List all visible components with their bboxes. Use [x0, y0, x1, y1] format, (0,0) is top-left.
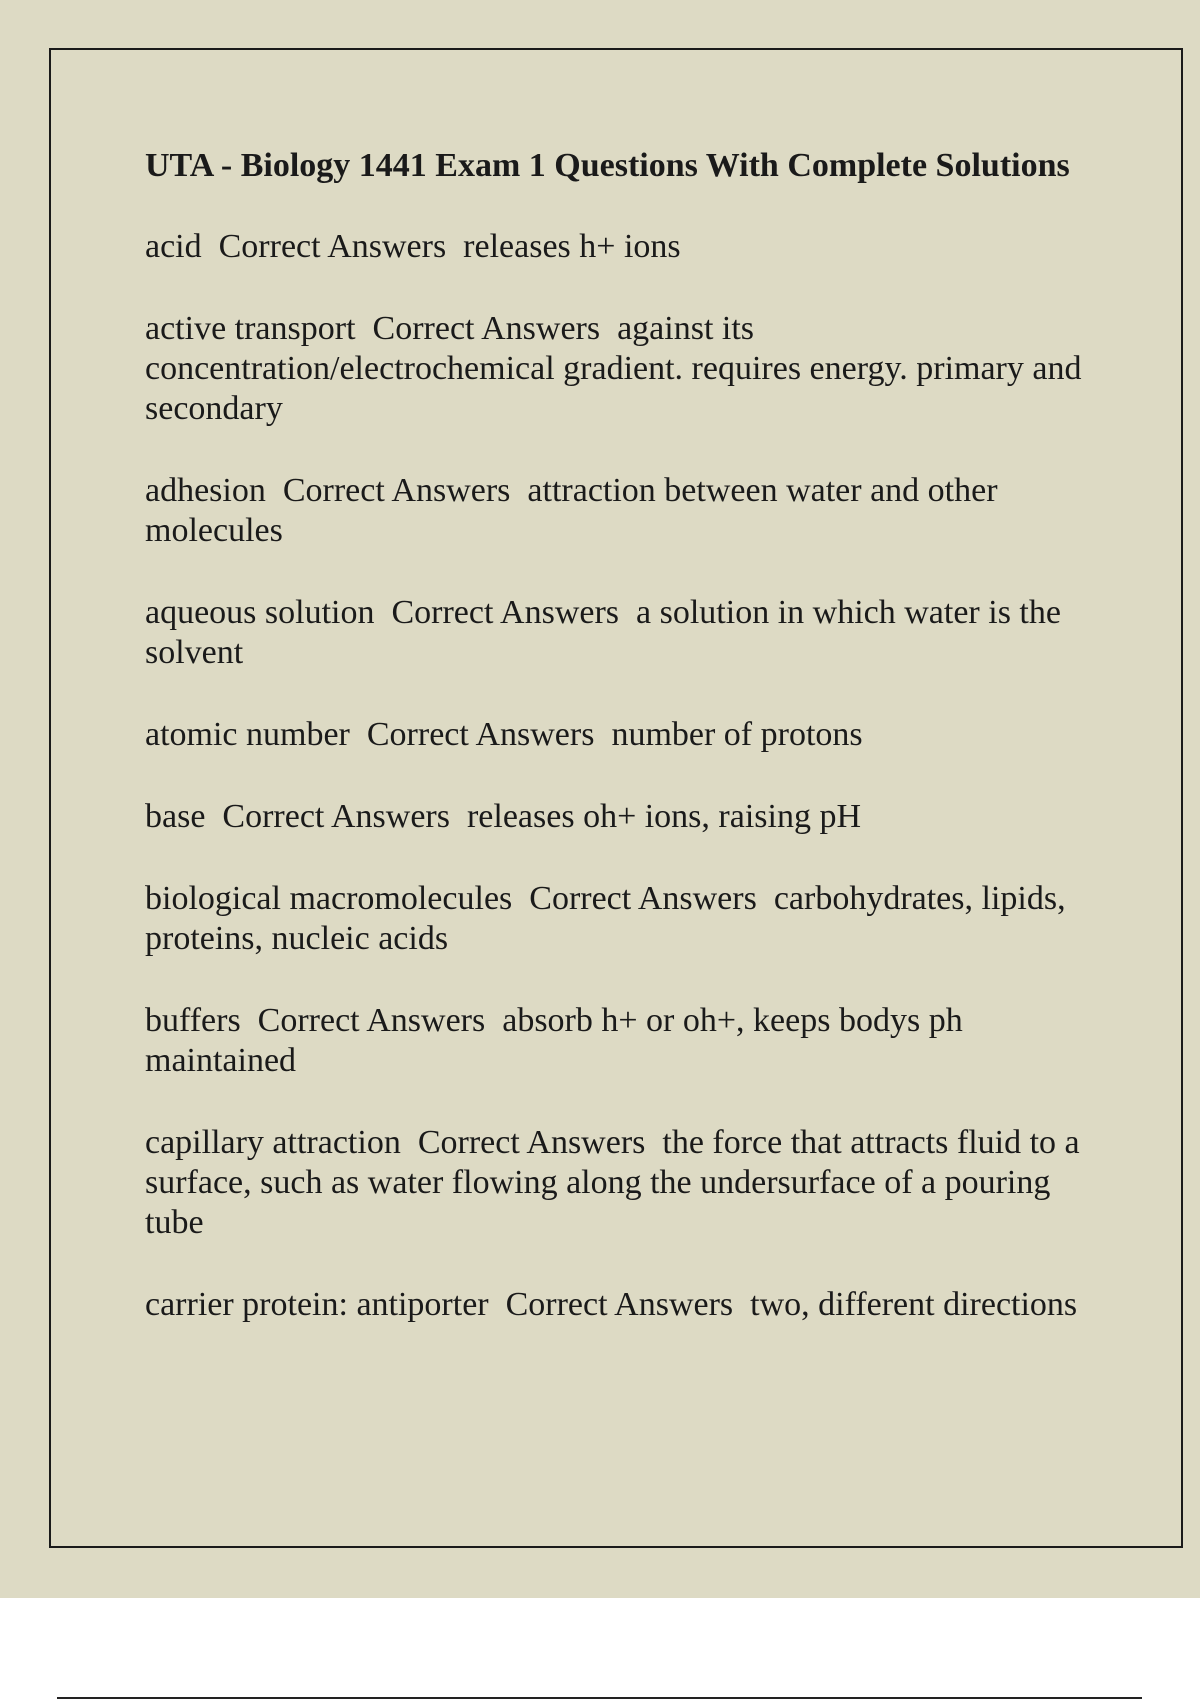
entry-capillary-attraction: capillary attraction Correct Answers the force that attracts fluid to a surface, such as water flowing along the undersurface of a pouring tube [145, 1124, 1089, 1241]
footer-divider [57, 1697, 1142, 1699]
entry-acid: acid Correct Answers releases h+ ions [145, 228, 681, 265]
entry-active-transport: active transport Correct Answers against its concentration/electrochemical gradient. requires energy. primary and secondary [145, 310, 1090, 427]
entry-base: base Correct Answers releases oh+ ions, raising pH [145, 798, 862, 835]
document-body [145, 145, 1095, 1367]
document-title: UTA - Biology 1441 Exam 1 Questions With Complete Solutions [145, 147, 1070, 184]
entry-aqueous-solution: aqueous solution Correct Answers a solution in which water is the solvent [145, 594, 1070, 671]
entry-buffers: buffers Correct Answers absorb h+ or oh+, keeps bodys ph maintained [145, 1002, 972, 1079]
entry-carrier-protein-antiporter: carrier protein: antiporter Correct Answers two, different directions [145, 1286, 1078, 1323]
entry-atomic-number: atomic number Correct Answers number of protons [145, 716, 863, 753]
entry-biological-macromolecules: biological macromolecules Correct Answers carbohydrates, lipids, proteins, nucleic acids [145, 880, 1075, 957]
entry-adhesion: adhesion Correct Answers attraction between water and other molecules [145, 472, 1007, 549]
